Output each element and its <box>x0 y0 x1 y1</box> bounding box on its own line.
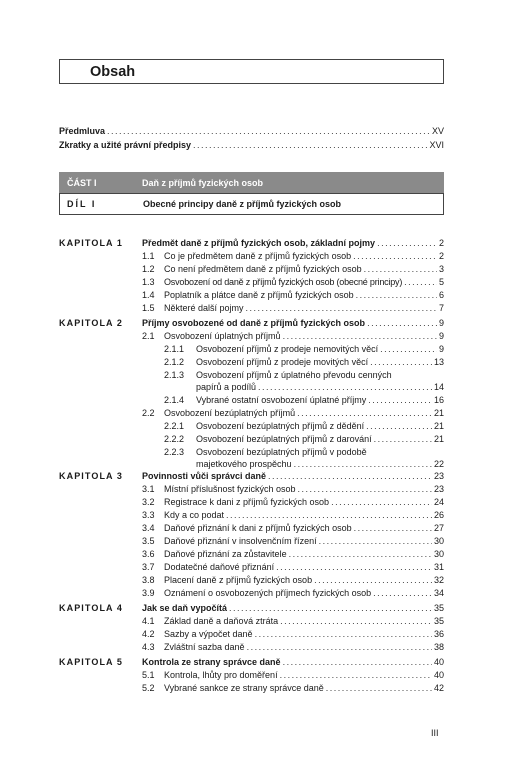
toc-page: 32 <box>433 575 444 585</box>
toc-label: Kontrola, lhůty pro doměření <box>164 670 278 680</box>
toc-page: 36 <box>433 629 444 639</box>
toc-entry[interactable] <box>142 588 444 598</box>
toc-entry[interactable] <box>142 683 444 693</box>
toc-entry[interactable] <box>142 484 444 494</box>
part-title: Daň z příjmů fyzických osob <box>142 177 264 188</box>
toc-front-item[interactable] <box>59 140 444 150</box>
leader-dots <box>366 421 432 431</box>
chapter-heading[interactable] <box>142 471 444 481</box>
toc-label: Příjmy osvobozené od daně z příjmů fyzických osob <box>142 318 366 328</box>
toc-page: 27 <box>433 523 444 533</box>
toc-page: 35 <box>433 603 444 613</box>
leader-dots <box>247 642 432 652</box>
toc-entry[interactable] <box>142 408 444 418</box>
toc-number: 3.2 <box>142 497 155 507</box>
toc-entry-continuation[interactable] <box>196 382 444 392</box>
toc-number: 1.5 <box>142 303 155 313</box>
leader-dots <box>258 382 432 392</box>
toc-page: 21 <box>433 434 444 444</box>
leader-dots <box>380 344 437 354</box>
toc-label: Jak se daň vypočítá <box>142 603 228 613</box>
toc-number: 3.1 <box>142 484 155 494</box>
leader-dots <box>193 140 427 150</box>
leader-dots <box>367 318 437 328</box>
toc-page: 38 <box>433 642 444 652</box>
toc-label: Povinnosti vůči správci daně <box>142 471 267 481</box>
toc-number: 5.2 <box>142 683 155 693</box>
leader-dots <box>298 484 432 494</box>
toc-label: Některé další pojmy <box>164 303 244 313</box>
toc-page: XV <box>431 126 444 136</box>
leader-dots <box>319 536 432 546</box>
toc-page: 7 <box>438 303 444 313</box>
toc-entry[interactable] <box>164 395 444 405</box>
toc-entry[interactable] <box>142 277 444 287</box>
toc-label: Oznámení o osvobozených příjmech fyzických osob <box>164 588 372 598</box>
toc-entry[interactable] <box>142 264 444 274</box>
toc-page: 3 <box>438 264 444 274</box>
toc-label: Daňové přiznání za zůstavitele <box>164 549 287 559</box>
toc-number: 5.1 <box>142 670 155 680</box>
division-header <box>59 193 444 215</box>
toc-entry[interactable] <box>142 642 444 652</box>
leader-dots <box>331 497 432 507</box>
toc-entry[interactable] <box>142 549 444 559</box>
toc-page: 34 <box>433 588 444 598</box>
chapter-heading[interactable] <box>142 657 444 667</box>
division-title: Obecné principy daně z příjmů fyzických osob <box>143 199 342 209</box>
toc-number: 1.4 <box>142 290 155 300</box>
toc-entry[interactable] <box>142 510 444 520</box>
leader-dots <box>229 603 432 613</box>
toc-page: 31 <box>433 562 444 572</box>
toc-label: Předmluva <box>59 126 106 136</box>
toc-entry[interactable] <box>142 497 444 507</box>
toc-front-item[interactable] <box>59 126 444 136</box>
leader-dots <box>289 549 432 559</box>
leader-dots <box>354 523 432 533</box>
toc-entry[interactable] <box>164 370 444 380</box>
toc-title-box <box>59 59 444 84</box>
toc-number: 2.1.1 <box>164 344 185 354</box>
toc-label: Osvobození příjmů z úplatného převodu cenných <box>196 370 392 380</box>
leader-dots <box>373 588 432 598</box>
page-number: III <box>431 728 439 738</box>
leader-dots <box>255 629 432 639</box>
toc-entry[interactable] <box>142 575 444 585</box>
leader-dots <box>294 459 432 469</box>
page-title: Obsah <box>90 63 136 80</box>
part-number: ČÁST I <box>67 177 97 188</box>
leader-dots <box>268 471 432 481</box>
toc-page: 23 <box>433 484 444 494</box>
toc-number: 2.2.2 <box>164 434 185 444</box>
toc-page: 9 <box>438 318 444 328</box>
toc-page: 14 <box>433 382 444 392</box>
part-header <box>59 172 444 193</box>
toc-number: 4.2 <box>142 629 155 639</box>
toc-entry-continuation[interactable] <box>196 459 444 469</box>
toc-page: 26 <box>433 510 444 520</box>
toc-entry[interactable] <box>142 629 444 639</box>
toc-label: Osvobození od daně z příjmů fyzických osob (obecné principy) <box>164 277 403 287</box>
leader-dots <box>353 251 437 261</box>
toc-page: 35 <box>433 616 444 626</box>
toc-number: 2.2.1 <box>164 421 185 431</box>
toc-entry[interactable] <box>142 616 444 626</box>
toc-entry[interactable] <box>142 331 444 341</box>
leader-dots <box>368 395 432 405</box>
leader-dots <box>226 510 432 520</box>
toc-page: 23 <box>433 471 444 481</box>
toc-number: 3.7 <box>142 562 155 572</box>
toc-label: Základ daně a daňová ztráta <box>164 616 279 626</box>
toc-label: Místní příslušnost fyzických osob <box>164 484 296 494</box>
toc-number: 1.3 <box>142 277 155 287</box>
toc-entry[interactable] <box>164 357 444 367</box>
leader-dots <box>283 657 432 667</box>
leader-dots <box>283 331 437 341</box>
toc-page: 2 <box>438 251 444 261</box>
division-number: DÍL I <box>67 199 97 209</box>
toc-label: Placení daně z příjmů fyzických osob <box>164 575 313 585</box>
toc-label: Osvobození příjmů z prodeje nemovitých věcí <box>196 344 379 354</box>
toc-label: Předmět daně z příjmů fyzických osob, základní pojmy <box>142 238 376 248</box>
toc-label: Osvobození úplatných příjmů <box>164 331 281 341</box>
toc-label: Sazby a výpočet daně <box>164 629 253 639</box>
toc-label: Kontrola ze strany správce daně <box>142 657 281 667</box>
leader-dots <box>404 277 437 287</box>
toc-label: Zvláštní sazba daně <box>164 642 245 652</box>
toc-label: Osvobození bezúplatných příjmů z darování <box>196 434 372 444</box>
leader-dots <box>377 238 437 248</box>
toc-label: majetkového prospěchu <box>196 459 292 469</box>
toc-label: Poplatník a plátce daně z příjmů fyzických osob <box>164 290 354 300</box>
toc-number: 3.3 <box>142 510 155 520</box>
toc-label: Daňové přiznání v insolvenčním řízení <box>164 536 317 546</box>
toc-entry[interactable] <box>142 536 444 546</box>
leader-dots <box>370 357 432 367</box>
toc-page: 2 <box>438 238 444 248</box>
toc-label: Registrace k dani z příjmů fyzických osob <box>164 497 330 507</box>
toc-label: Osvobození bezúplatných příjmů z dědění <box>196 421 365 431</box>
toc-number: 3.6 <box>142 549 155 559</box>
toc-number: 4.1 <box>142 616 155 626</box>
leader-dots <box>297 408 432 418</box>
leader-dots <box>246 303 437 313</box>
toc-label: Co není předmětem daně z příjmů fyzických osob <box>164 264 362 274</box>
toc-page: 30 <box>433 549 444 559</box>
leader-dots <box>280 616 432 626</box>
toc-page: 21 <box>433 408 444 418</box>
toc-number: 1.2 <box>142 264 155 274</box>
chapter-label: KAPITOLA 5 <box>59 657 124 667</box>
leader-dots <box>364 264 437 274</box>
toc-entry[interactable] <box>142 670 444 680</box>
toc-entry[interactable] <box>164 344 444 354</box>
chapter-label: KAPITOLA 1 <box>59 238 124 248</box>
toc-label: Osvobození příjmů z prodeje movitých věcí <box>196 357 369 367</box>
toc-label: Osvobození bezúplatných příjmů <box>164 408 296 418</box>
chapter-heading[interactable] <box>142 238 444 248</box>
chapter-label: KAPITOLA 4 <box>59 603 124 613</box>
toc-entry[interactable] <box>164 434 444 444</box>
toc-page: 6 <box>438 290 444 300</box>
toc-number: 3.5 <box>142 536 155 546</box>
toc-page: 40 <box>433 670 444 680</box>
toc-page: 21 <box>433 421 444 431</box>
toc-page: 5 <box>438 277 444 287</box>
toc-number: 4.3 <box>142 642 155 652</box>
toc-page: 13 <box>433 357 444 367</box>
chapter-label: KAPITOLA 3 <box>59 471 124 481</box>
toc-label: Dodatečné daňové přiznání <box>164 562 275 572</box>
leader-dots <box>356 290 437 300</box>
leader-dots <box>374 434 432 444</box>
toc-page: 40 <box>433 657 444 667</box>
toc-entry[interactable] <box>142 523 444 533</box>
toc-entry[interactable] <box>142 562 444 572</box>
toc-number: 3.9 <box>142 588 155 598</box>
leader-dots <box>326 683 432 693</box>
leader-dots <box>280 670 432 680</box>
leader-dots <box>276 562 432 572</box>
toc-page: 22 <box>433 459 444 469</box>
toc-entry[interactable] <box>142 303 444 313</box>
toc-number: 2.1.4 <box>164 395 185 405</box>
toc-number: 2.2.3 <box>164 447 185 457</box>
toc-entry[interactable] <box>164 447 444 457</box>
toc-page: 30 <box>433 536 444 546</box>
chapter-label: KAPITOLA 2 <box>59 318 124 328</box>
toc-label: Zkratky a užité právní předpisy <box>59 140 192 150</box>
toc-number: 1.1 <box>142 251 155 261</box>
toc-entry[interactable] <box>142 290 444 300</box>
toc-number: 2.1.2 <box>164 357 185 367</box>
leader-dots <box>314 575 432 585</box>
toc-number: 3.4 <box>142 523 155 533</box>
leader-dots <box>107 126 430 136</box>
toc-page: 16 <box>433 395 444 405</box>
toc-number: 2.2 <box>142 408 155 418</box>
toc-label: Osvobození bezúplatných příjmů v podobě <box>196 447 367 457</box>
toc-entry[interactable] <box>164 421 444 431</box>
toc-page: 24 <box>433 497 444 507</box>
chapter-heading[interactable] <box>142 318 444 328</box>
toc-page: 9 <box>438 331 444 341</box>
toc-label: Daňové přiznání k dani z příjmů fyzických osob <box>164 523 352 533</box>
toc-number: 2.1.3 <box>164 370 185 380</box>
chapter-heading[interactable] <box>142 603 444 613</box>
toc-number: 3.8 <box>142 575 155 585</box>
toc-page: 42 <box>433 683 444 693</box>
toc-entry[interactable] <box>142 251 444 261</box>
toc-label: Vybrané sankce ze strany správce daně <box>164 683 324 693</box>
toc-label: papírů a podílů <box>196 382 257 392</box>
toc-label: Kdy a co podat <box>164 510 225 520</box>
toc-label: Co je předmětem daně z příjmů fyzických osob <box>164 251 352 261</box>
toc-page: 9 <box>438 344 444 354</box>
toc-number: 2.1 <box>142 331 155 341</box>
toc-page: XVI <box>429 140 444 150</box>
toc-label: Vybrané ostatní osvobození úplatné příjmy <box>196 395 367 405</box>
